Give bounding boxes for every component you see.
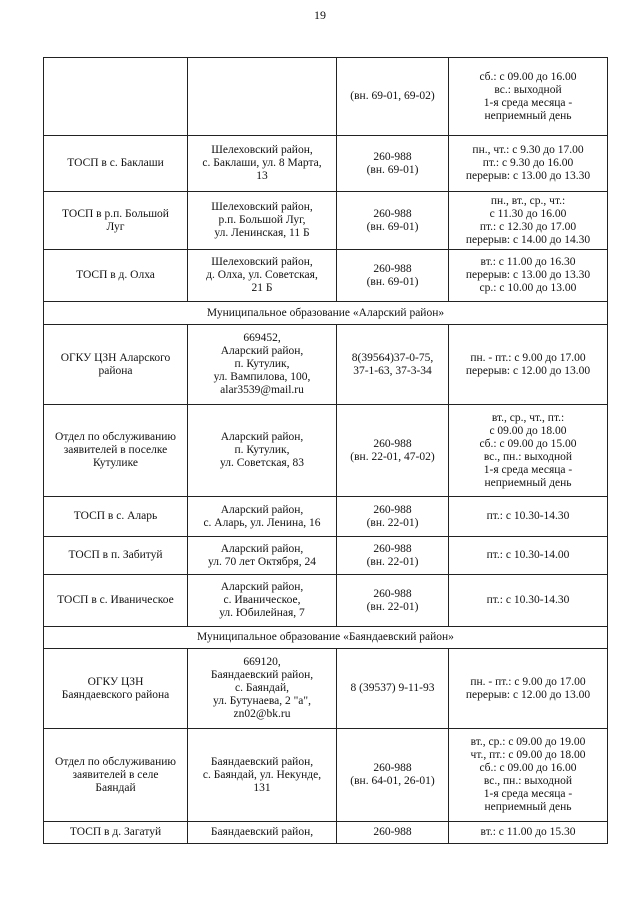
office-hours: пт.: с 10.30-14.00 <box>449 537 608 575</box>
office-name: ОГКУ ЦЗН Аларского района <box>44 325 188 405</box>
office-name <box>44 58 188 136</box>
table-row <box>44 822 608 844</box>
table-row <box>44 250 608 302</box>
office-hours: пн., вт., ср., чт.: с 11.30 до 16.00 пт.: с 12.30 до 17.00 перерыв: с 14.00 до 14.30 <box>449 192 608 250</box>
table-row <box>44 405 608 497</box>
office-name: Отдел по обслуживанию заявителей в поселке Кутулике <box>44 405 188 497</box>
page-number: 19 <box>314 8 326 22</box>
office-phone: 260-988 <box>337 822 449 844</box>
table-row <box>44 325 608 405</box>
office-hours: пн. - пт.: с 9.00 до 17.00 перерыв: с 12.00 до 13.00 <box>449 325 608 405</box>
office-phone: 260-988 (вн. 69-01) <box>337 192 449 250</box>
table-row <box>44 497 608 537</box>
office-address: Аларский район, с. Иваническое, ул. Юбилейная, 7 <box>188 575 337 627</box>
office-phone: 260-988 (вн. 69-01) <box>337 136 449 192</box>
section-heading: Муниципальное образование «Аларский район» <box>44 302 608 325</box>
office-name: Отдел по обслуживанию заявителей в селе Баяндай <box>44 729 188 822</box>
office-phone: 260-988 (вн. 22-01) <box>337 575 449 627</box>
section-heading: Муниципальное образование «Баяндаевский район» <box>44 627 608 649</box>
office-phone: 260-988 (вн. 22-01) <box>337 497 449 537</box>
office-hours: вт.: с 11.00 до 16.30 перерыв: с 13.00 до 13.30 ср.: с 10.00 до 13.00 <box>449 250 608 302</box>
office-name: ТОСП в п. Забитуй <box>44 537 188 575</box>
office-hours: пн. - пт.: с 9.00 до 17.00 перерыв: с 12.00 до 13.00 <box>449 649 608 729</box>
table-row <box>44 649 608 729</box>
office-phone: 260-988 (вн. 22-01, 47-02) <box>337 405 449 497</box>
office-name: ТОСП в с. Иваническое <box>44 575 188 627</box>
office-hours: вт.: с 11.00 до 15.30 <box>449 822 608 844</box>
office-hours: пт.: с 10.30-14.30 <box>449 575 608 627</box>
office-name: ТОСП в д. Загатуй <box>44 822 188 844</box>
table-row <box>44 537 608 575</box>
office-address <box>188 58 337 136</box>
office-hours: сб.: с 09.00 до 16.00 вс.: выходной 1-я среда месяца - неприемный день <box>449 58 608 136</box>
office-name: ТОСП в с. Аларь <box>44 497 188 537</box>
offices-table-body <box>44 58 608 844</box>
office-phone: 260-988 (вн. 64-01, 26-01) <box>337 729 449 822</box>
office-name: ТОСП в с. Баклаши <box>44 136 188 192</box>
office-address: Шелеховский район, с. Баклаши, ул. 8 Марта, 13 <box>188 136 337 192</box>
table-row <box>44 136 608 192</box>
offices-table <box>43 57 608 844</box>
office-address: Аларский район, с. Аларь, ул. Ленина, 16 <box>188 497 337 537</box>
office-phone: (вн. 69-01, 69-02) <box>337 58 449 136</box>
table-row <box>44 58 608 136</box>
office-phone: 8(39564)37-0-75, 37-1-63, 37-3-34 <box>337 325 449 405</box>
office-phone: 260-988 (вн. 22-01) <box>337 537 449 575</box>
office-phone: 8 (39537) 9-11-93 <box>337 649 449 729</box>
office-name: ОГКУ ЦЗН Баяндаевского района <box>44 649 188 729</box>
office-hours: вт., ср.: с 09.00 до 19.00 чт., пт.: с 09.00 до 18.00 сб.: с 09.00 до 16.00 вс., пн.: выходной 1-я среда месяца - неприемный день <box>449 729 608 822</box>
office-address: Шелеховский район, д. Олха, ул. Советская, 21 Б <box>188 250 337 302</box>
office-name: ТОСП в р.п. Большой Луг <box>44 192 188 250</box>
office-address: Баяндаевский район, с. Баяндай, ул. Некунде, 131 <box>188 729 337 822</box>
office-phone: 260-988 (вн. 69-01) <box>337 250 449 302</box>
office-address: Баяндаевский район, <box>188 822 337 844</box>
table-row <box>44 729 608 822</box>
office-hours: пн., чт.: с 9.30 до 17.00 пт.: с 9.30 до 16.00 перерыв: с 13.00 до 13.30 <box>449 136 608 192</box>
office-name: ТОСП в д. Олха <box>44 250 188 302</box>
office-address: 669120, Баяндаевский район, с. Баяндай, ул. Бутунаева, 2 "а", zn02@bk.ru <box>188 649 337 729</box>
table-row <box>44 192 608 250</box>
office-address: Аларский район, п. Кутулик, ул. Советская, 83 <box>188 405 337 497</box>
office-address: Шелеховский район, р.п. Большой Луг, ул. Ленинская, 11 Б <box>188 192 337 250</box>
office-address: 669452, Аларский район, п. Кутулик, ул. Вампилова, 100, alar3539@mail.ru <box>188 325 337 405</box>
table-row <box>44 575 608 627</box>
office-address: Аларский район, ул. 70 лет Октября, 24 <box>188 537 337 575</box>
section-heading-row <box>44 627 608 649</box>
office-hours: вт., ср., чт., пт.: с 09.00 до 18.00 сб.: с 09.00 до 15.00 вс., пн.: выходной 1-я среда месяца - неприемный день <box>449 405 608 497</box>
section-heading-row <box>44 302 608 325</box>
office-hours: пт.: с 10.30-14.30 <box>449 497 608 537</box>
